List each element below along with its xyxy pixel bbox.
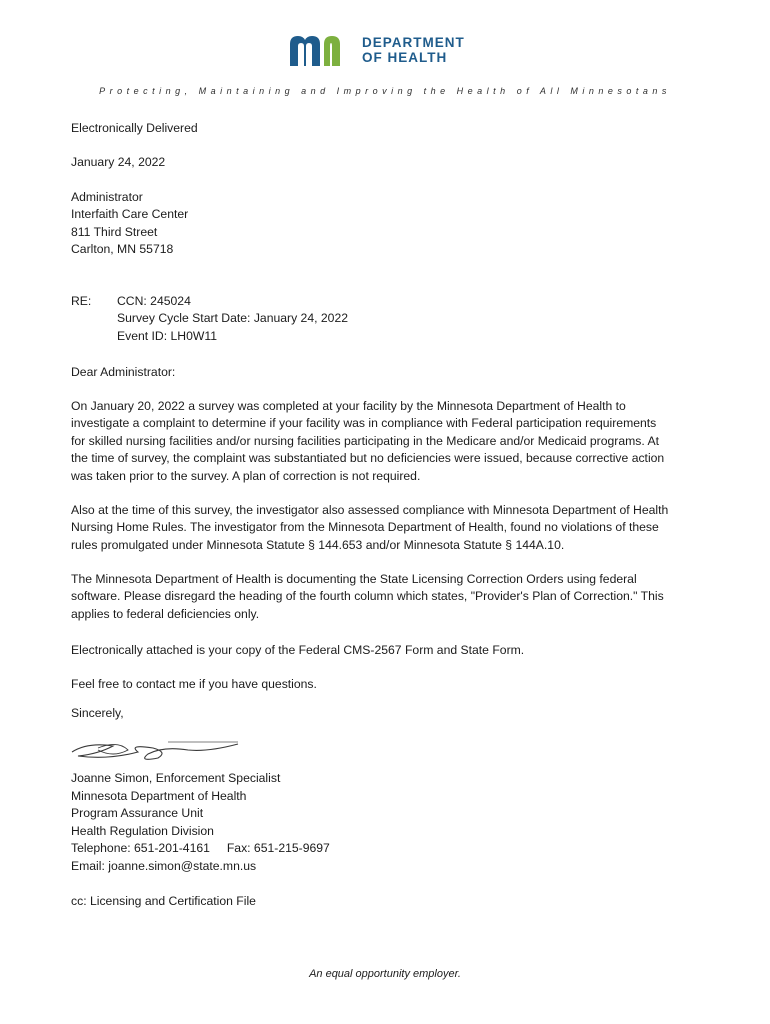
delivery-method: Electronically Delivered — [71, 121, 198, 135]
paragraph-line: Also at the time of this survey, the investigator also assessed compliance with Minnesota Department of Health — [71, 503, 669, 517]
logo-department-text — [362, 35, 465, 65]
paragraph-state-rules — [71, 502, 711, 554]
logo-text-line1: DEPARTMENT — [362, 35, 465, 50]
paragraph-line: applies to federal deficiencies only. — [71, 606, 260, 621]
cc-line: cc: Licensing and Certification File — [71, 894, 256, 908]
signer-line: Health Regulation Division — [71, 824, 214, 838]
mn-logo-mark-icon — [290, 34, 356, 66]
recipient-line: Administrator — [71, 190, 143, 204]
signer-email: Email: joanne.simon@state.mn.us — [71, 859, 257, 873]
paragraph-line: Nursing Home Rules. The investigator from the Minnesota Department of Health, found no violations of these — [71, 520, 659, 535]
logo-text-line2: OF HEALTH — [362, 50, 448, 65]
recipient-line: 811 Third Street — [71, 225, 158, 239]
re-label: RE: — [71, 294, 92, 308]
closing: Sincerely, — [71, 706, 124, 720]
paragraph-line: software. Please disregard the heading of the fourth column which states, "Provider's Plan of Correction." This — [71, 589, 664, 604]
paragraph-attachment: Electronically attached is your copy of the Federal CMS-2567 Form and State Form. — [71, 643, 525, 657]
footer-eoe: An equal opportunity employer. — [309, 968, 461, 980]
paragraph-line: rules promulgated under Minnesota Statute § 144.653 and/or Minnesota Statute § 144A.10. — [71, 537, 565, 552]
re-ccn: CCN: 245024 — [117, 294, 191, 308]
paragraph-contact: Feel free to contact me if you have questions. — [71, 677, 317, 691]
recipient-line: Interfaith Care Center — [71, 207, 189, 221]
mn-health-logo — [290, 34, 490, 70]
signer-line: Program Assurance Unit — [71, 806, 204, 820]
paragraph-software — [71, 571, 711, 623]
tagline: Protecting, Maintaining and Improving the Health of All Minnesotans — [99, 86, 671, 96]
signer-phone-fax: Telephone: 651-201-4161 Fax: 651-215-9697 — [71, 841, 330, 855]
re-survey-date: Survey Cycle Start Date: January 24, 2022 — [117, 311, 349, 326]
signer-line: Joanne Simon, Enforcement Specialist — [71, 771, 281, 785]
paragraph-line: investigate a complaint to determine if your facility was in compliance with Federal participation requirements — [71, 416, 657, 431]
paragraph-line: On January 20, 2022 a survey was completed at your facility by the Minnesota Department of Health to — [71, 399, 626, 413]
letter-date: January 24, 2022 — [71, 155, 166, 169]
re-block — [117, 293, 348, 345]
re-event-id: Event ID: LH0W11 — [117, 328, 218, 343]
paragraph-survey — [71, 398, 711, 485]
signer-line: Minnesota Department of Health — [71, 789, 247, 803]
signature-image — [68, 734, 243, 766]
paragraph-line: was taken prior to the survey. A plan of correction is not required. — [71, 468, 421, 483]
recipient-line: Carlton, MN 55718 — [71, 242, 174, 256]
salutation: Dear Administrator: — [71, 365, 176, 379]
paragraph-line: The Minnesota Department of Health is documenting the State Licensing Correction Orders using federal — [71, 572, 637, 586]
paragraph-line: the time of survey, the complaint was substantiated but no deficiencies were issued, because corrective action — [71, 451, 665, 466]
paragraph-line: for skilled nursing facilities and/or nursing facilities participating in the Medicare and/or Medicaid programs. At — [71, 433, 659, 448]
